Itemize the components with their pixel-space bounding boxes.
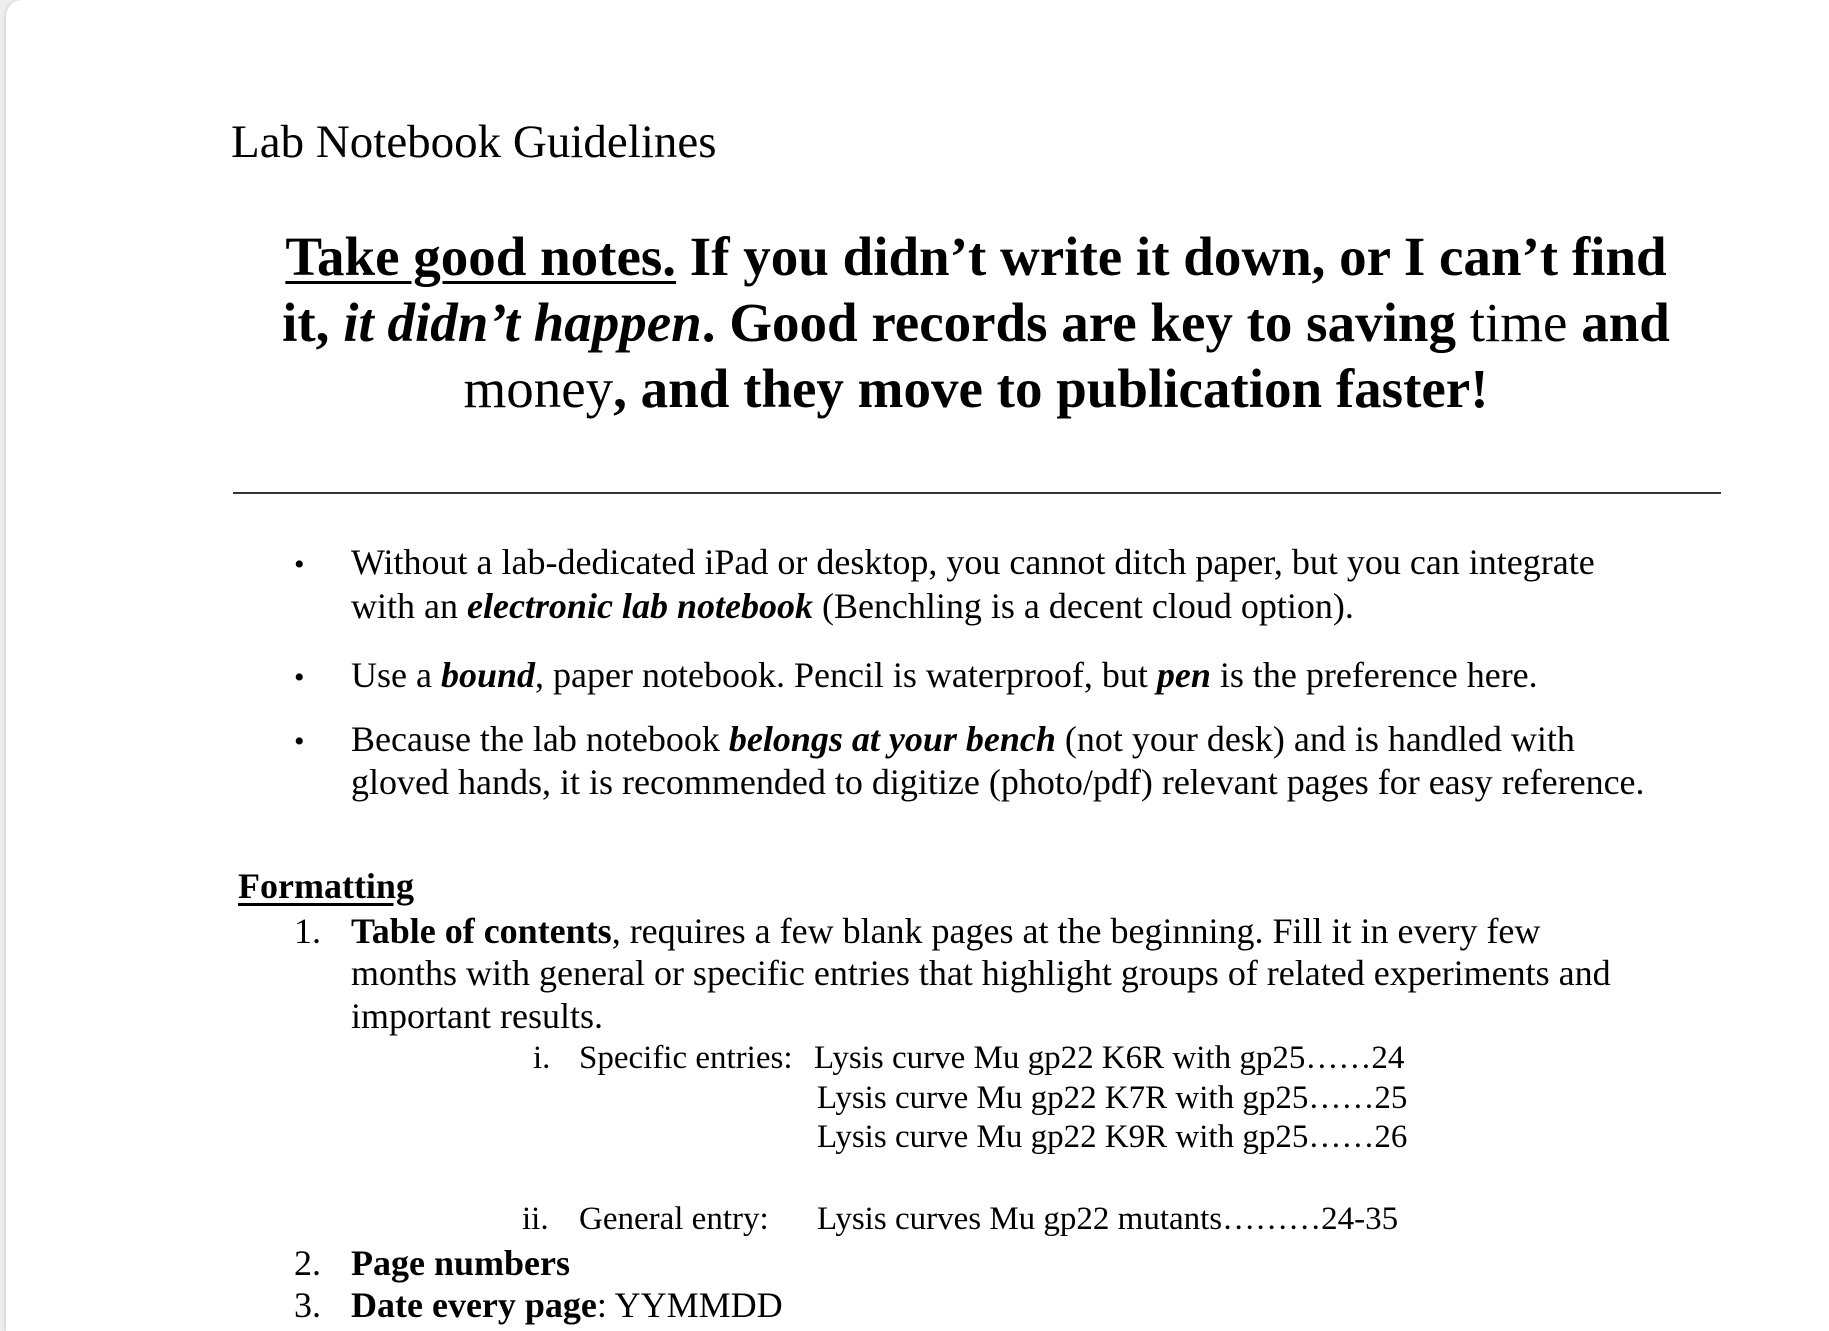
bullet-text: Because the lab notebook [351,719,729,759]
page-numbers-item [351,1241,570,1285]
document-page [6,0,1829,1331]
general-entry-label: General entry: [579,1201,769,1237]
list-item-bold: Page numbers [351,1243,570,1283]
list-item-bold: Date every page [351,1285,597,1325]
document-title: Lab Notebook Guidelines [231,116,717,168]
bullet-icon: • [294,548,305,581]
date-every-page-item [351,1283,783,1327]
headline [226,224,1726,422]
list-number: 3. [294,1285,321,1325]
bullet-text: is the preference here. [1210,655,1538,695]
headline-normal: money [463,358,614,419]
bullet-3-line-1 [351,717,1575,761]
headline-line-2 [226,290,1726,356]
bullet-1-line-2 [351,584,1354,628]
toc-item-line-3: important results. [351,996,603,1036]
list-number: 1. [294,911,321,951]
bullet-text: with an [351,586,467,626]
bullet-emphasis: belongs at your bench [728,719,1056,759]
toc-item-line-2: months with general or specific entries that highlight groups of related experiments and [351,953,1611,993]
bullet-2 [351,653,1538,697]
headline-text: If you didn’t write it down, or I can’t find [676,226,1667,287]
bullet-icon: • [294,725,305,758]
bullet-text: , paper notebook. Pencil is waterproof, but [535,655,1157,695]
bullet-icon: • [294,661,305,694]
headline-line-3 [226,356,1726,422]
specific-entries-label: Specific entries: [579,1040,793,1076]
headline-italic: it didn’t happen [343,292,702,353]
roman-numeral: i. [533,1040,551,1076]
headline-text: it, [282,292,344,353]
headline-text: . Good records are key to saving [701,292,1470,353]
bullet-text: (Benchling is a decent cloud option). [812,586,1354,626]
bullet-1-line-1: Without a lab-dedicated iPad or desktop, you cannot ditch paper, but you can integrate [351,542,1595,582]
toc-entry: Lysis curve Mu gp22 K9R with gp25……26 [817,1119,1408,1155]
list-item-bold: Table of contents [351,911,612,951]
roman-numeral: ii. [522,1201,549,1237]
headline-text: , and they move to publication faster! [613,358,1489,419]
headline-normal: time [1469,292,1568,353]
bullet-emphasis: bound [440,655,536,695]
headline-text: and [1567,292,1670,353]
bullet-emphasis: electronic lab notebook [466,586,813,626]
list-number: 2. [294,1243,321,1283]
list-item-text: , requires a few blank pages at the beginning. Fill it in every few [611,911,1541,951]
headline-underlined: Take good notes. [285,226,677,287]
headline-line-1 [226,224,1726,290]
bullet-3-line-2: gloved hands, it is recommended to digitize (photo/pdf) relevant pages for easy reference. [351,762,1645,802]
horizontal-rule [233,492,1721,494]
formatting-heading: Formatting [238,866,414,906]
toc-item-line-1 [351,909,1540,953]
bullet-text: (not your desk) and is handled with [1055,719,1575,759]
toc-entry: Lysis curves Mu gp22 mutants………24-35 [817,1201,1399,1237]
toc-entry: Lysis curve Mu gp22 K6R with gp25……24 [814,1040,1405,1076]
toc-entry: Lysis curve Mu gp22 K7R with gp25……25 [817,1080,1408,1116]
list-item-text: : YYMMDD [596,1285,783,1325]
bullet-emphasis: pen [1156,655,1211,695]
bullet-text: Use a [351,655,441,695]
